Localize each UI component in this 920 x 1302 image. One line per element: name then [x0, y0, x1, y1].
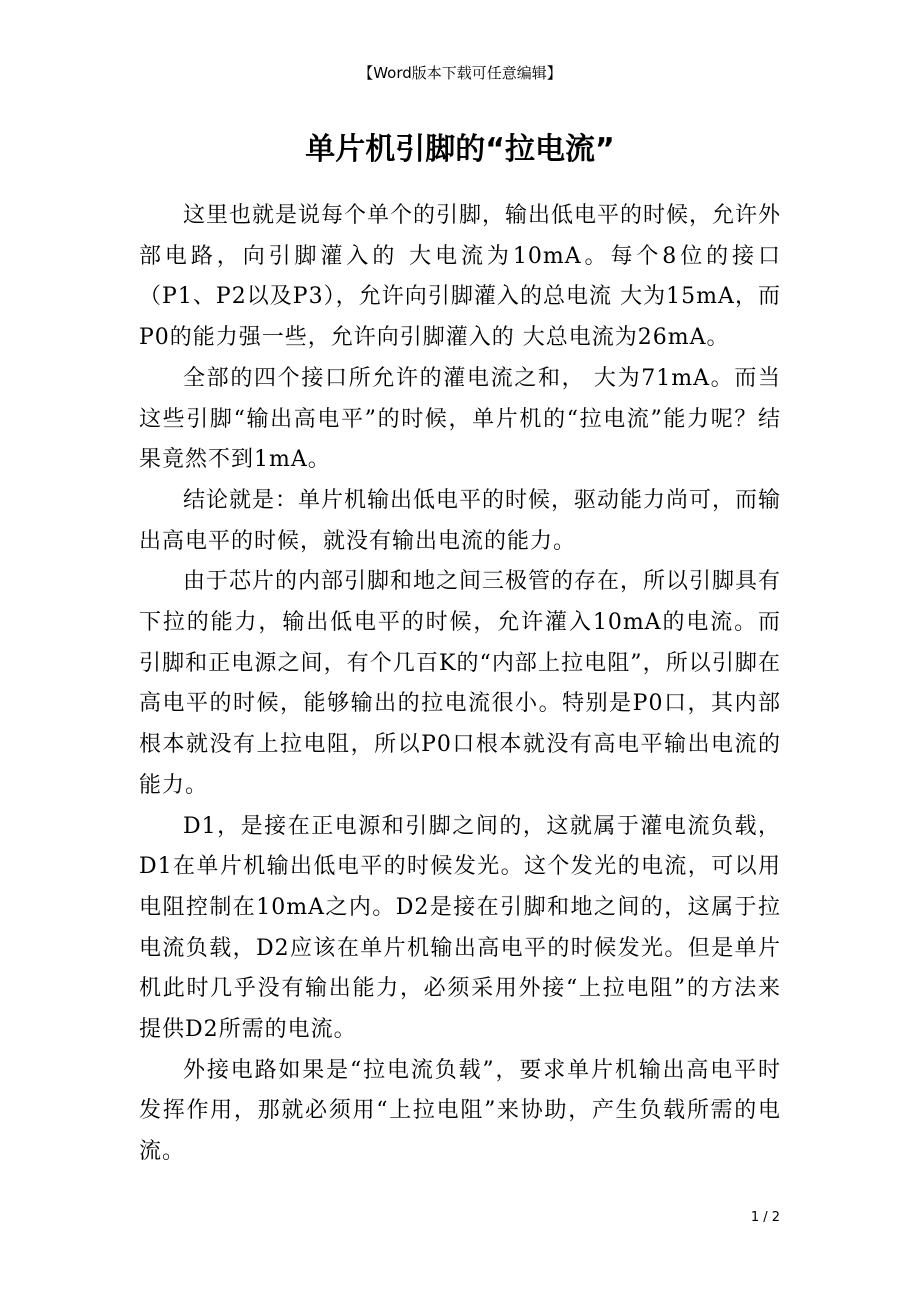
page-header-banner: 【Word版本下载可任意编辑】: [358, 64, 562, 82]
paragraph-3: 结论就是：单片机输出低电平的时候，驱动能力尚可，而输出高电平的时候，就没有输出电流的能力。: [139, 487, 782, 554]
paragraph-2: 全部的四个接口所允许的灌电流之和， 大为71mA。而当这些引脚“输出高电平”的时候，单片机的“拉电流”能力呢？结果竟然不到1mA。: [139, 365, 781, 473]
document-body: [139, 196, 781, 1173]
document-title: 单片机引脚的“拉电流”: [305, 132, 615, 167]
paragraph-5: D1，是接在正电源和引脚之间的，这就属于灌电流负载，D1在单片机输出低电平的时候发光。这个发光的电流，可以用电阻控制在10mA之内。D2是接在引脚和地之间的，这属于拉电流负载，D2应该在单片机输出高电平的时候发光。但是单片机此时几乎没有输出能力，必须采用外接“上拉电阻”的方法来提供D2所需的电流。: [139, 813, 781, 1043]
paragraph-1: 这里也就是说每个单个的引脚，输出低电平的时候，允许外部电路，向引脚灌入的 大电流为10mA。每个8位的接口（P1、P2以及P3），允许向引脚灌入的总电流 大为15mA，而P0的能力强一些，允许向引脚灌入的 大总电流为26mA。: [139, 203, 782, 351]
page-number: 1 / 2: [750, 1210, 780, 1225]
paragraph-6: 外接电路如果是“拉电流负载”，要求单片机输出高电平时发挥作用，那就必须用“上拉电阻”来协助，产生负载所需的电流。: [139, 1057, 781, 1165]
paragraph-4: 由于芯片的内部引脚和地之间三极管的存在，所以引脚具有下拉的能力，输出低电平的时候，允许灌入10mA的电流。而引脚和正电源之间，有个几百K的“内部上拉电阻”，所以引脚在高电平的时候，能够输出的拉电流很小。特别是P0口，其内部根本就没有上拉电阻，所以P0口根本就没有高电平输出电流的能力。: [139, 569, 782, 798]
